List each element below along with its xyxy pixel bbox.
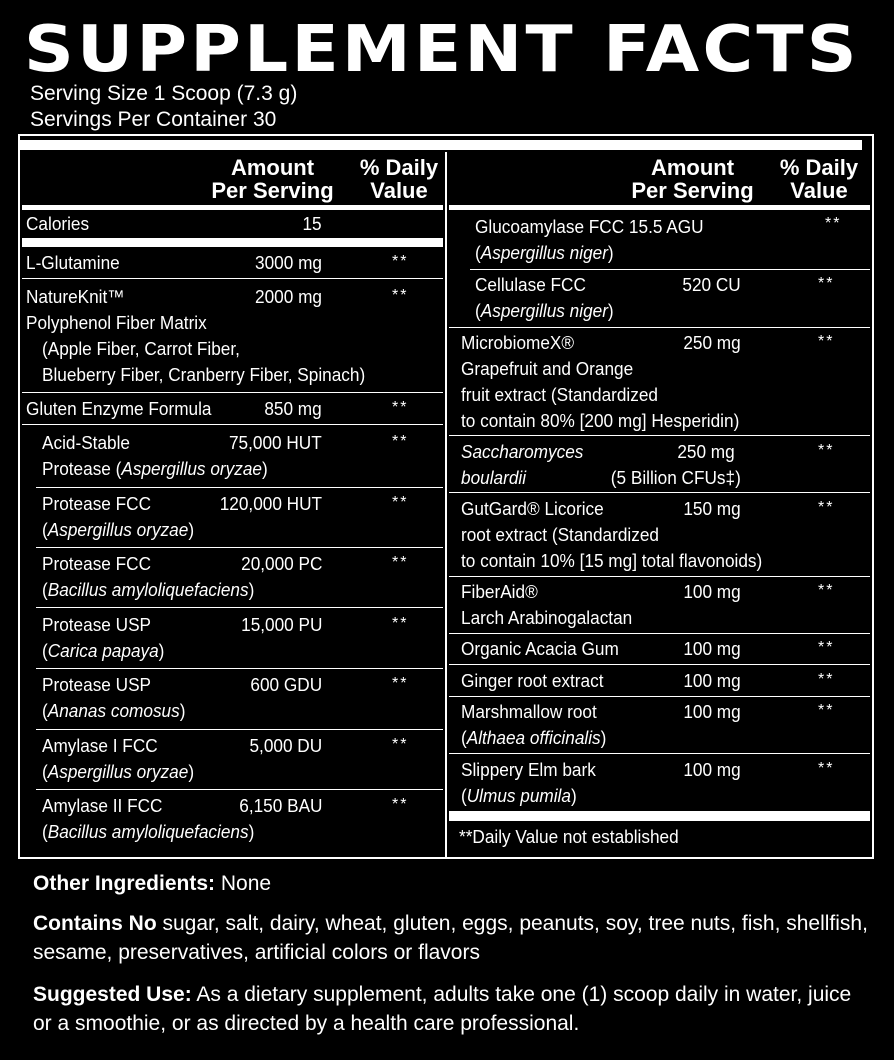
row-rule: [449, 576, 870, 577]
protease-usp2-dv: **: [392, 675, 409, 692]
marshmallow-species: (Althaea officinalis): [461, 727, 607, 748]
protease-fcc1-line1: Protease FCC: [42, 493, 152, 514]
calories-bar: [22, 238, 443, 247]
protease-fcc1-amount: 120,000 HUT: [219, 493, 322, 514]
calories-label: Calories: [26, 213, 90, 234]
acid-protease-dv: **: [392, 433, 409, 450]
amylase2-amount: 6,150 BAU: [238, 795, 322, 816]
row-rule: [36, 729, 443, 730]
saccharomyces-amount: 250 mg: [677, 441, 735, 462]
cellulase-amount: 520 CU: [682, 274, 741, 295]
row-rule: [36, 607, 443, 608]
natureknit-line1: NatureKnit™: [26, 286, 125, 307]
left-amount-header: Amount Per Serving: [211, 155, 334, 203]
glutamine-name: L-Glutamine: [26, 252, 120, 273]
servings-per-container: Servings Per Container 30: [30, 108, 277, 131]
microbiomex-line1: MicrobiomeX®: [461, 332, 575, 353]
natureknit-line3: (Apple Fiber, Carrot Fiber,: [42, 338, 240, 359]
row-rule: [449, 633, 870, 634]
natureknit-dv: **: [392, 287, 409, 304]
elm-dv: **: [818, 760, 835, 777]
left-dv-header: % Daily Value: [359, 155, 439, 203]
other-ingredients: Other Ingredients: None: [33, 872, 272, 895]
gutgard-dv: **: [818, 499, 835, 516]
row-rule: [22, 424, 443, 425]
right-dv-header: % Daily Value: [779, 155, 859, 203]
glutamine-amount: 3000 mg: [255, 252, 322, 273]
protease-fcc1-dv: **: [392, 494, 409, 511]
acid-protease-amount: 75,000 HUT: [229, 432, 322, 453]
ginger-dv: **: [818, 671, 835, 688]
row-rule: [470, 269, 870, 270]
gutgard-line2: root extract (Standardized: [461, 524, 659, 545]
row-rule: [36, 487, 443, 488]
label-title: SUPPLEMENT FACTS: [24, 13, 860, 87]
protease-usp2-line1: Protease USP: [42, 674, 152, 695]
serving-size: Serving Size 1 Scoop (7.3 g): [30, 82, 298, 105]
protease-fcc2-amount: 20,000 PC: [240, 553, 322, 574]
row-rule: [449, 753, 870, 754]
gutgard-amount: 150 mg: [683, 498, 741, 519]
row-rule: [22, 278, 443, 279]
protease-usp1-species: (Carica papaya): [42, 640, 165, 661]
fiberaid-dv: **: [818, 582, 835, 599]
acacia-amount: 100 mg: [683, 638, 741, 659]
amylase2-dv: **: [392, 796, 409, 813]
protease-usp1-line1: Protease USP: [42, 614, 152, 635]
cellulase-line1: Cellulase FCC: [475, 274, 586, 295]
cellulase-species: (Aspergillus niger): [475, 300, 614, 321]
elm-species: (Ulmus pumila): [461, 785, 577, 806]
amylase1-amount: 5,000 DU: [249, 735, 322, 756]
microbiomex-line2: Grapefruit and Orange: [461, 358, 634, 379]
right-amount-header: Amount Per Serving: [631, 155, 754, 203]
protease-fcc2-species: (Bacillus amyloliquefaciens): [42, 579, 255, 600]
saccharomyces-dv: **: [818, 442, 835, 459]
gutgard-line1: GutGard® Licorice: [461, 498, 604, 519]
gluten-name: Gluten Enzyme Formula: [26, 398, 212, 419]
microbiomex-dv: **: [818, 333, 835, 350]
gutgard-line3: to contain 10% [15 mg] total flavonoids): [461, 550, 763, 571]
glucoamylase-species: (Aspergillus niger): [475, 242, 614, 263]
protease-fcc2-line1: Protease FCC: [42, 553, 152, 574]
right-header-bar: [449, 205, 870, 210]
amylase1-species: (Aspergillus oryzae): [42, 761, 195, 782]
row-rule: [36, 668, 443, 669]
natureknit-line2: Polyphenol Fiber Matrix: [26, 312, 207, 333]
left-header-bar: [22, 205, 443, 210]
row-rule: [36, 547, 443, 548]
gluten-amount: 850 mg: [264, 398, 322, 419]
ginger-amount: 100 mg: [683, 670, 741, 691]
glucoamylase-dv: **: [825, 215, 842, 232]
row-rule: [449, 492, 870, 493]
amylase2-species: (Bacillus amyloliquefaciens): [42, 821, 255, 842]
acacia-dv: **: [818, 639, 835, 656]
footnote: **Daily Value not established: [459, 826, 679, 847]
elm-line1: Slippery Elm bark: [461, 759, 596, 780]
row-rule: [36, 789, 443, 790]
microbiomex-amount: 250 mg: [683, 332, 741, 353]
acacia-name: Organic Acacia Gum: [461, 638, 619, 659]
top-thick-bar: [18, 140, 862, 150]
acid-protease-line2: Protease (Aspergillus oryzae): [42, 458, 268, 479]
saccharomyces-line2: boulardii: [461, 467, 527, 488]
microbiomex-line3: fruit extract (Standardized: [461, 384, 659, 405]
natureknit-line4: Blueberry Fiber, Cranberry Fiber, Spinach): [42, 364, 366, 385]
column-divider: [445, 152, 447, 857]
row-rule: [449, 696, 870, 697]
elm-amount: 100 mg: [683, 759, 741, 780]
acid-protease-line1: Acid-Stable: [42, 432, 130, 453]
calories-amount: 15: [302, 213, 322, 234]
saccharomyces-cfu: (5 Billion CFUs‡): [610, 467, 741, 488]
ginger-name: Ginger root extract: [461, 670, 604, 691]
microbiomex-line4: to contain 80% [200 mg] Hesperidin): [461, 410, 740, 431]
protease-usp1-dv: **: [392, 615, 409, 632]
row-rule: [449, 327, 870, 328]
protease-usp2-amount: 600 GDU: [250, 674, 322, 695]
row-rule: [449, 664, 870, 665]
protease-usp2-species: (Ananas comosus): [42, 700, 186, 721]
row-rule: [22, 392, 443, 393]
marshmallow-amount: 100 mg: [683, 701, 741, 722]
footnote-bar: [449, 811, 870, 821]
row-rule: [449, 435, 870, 436]
contains-no: Contains No sugar, salt, dairy, wheat, gluten, eggs, peanuts, soy, tree nuts, fish, shellfish, sesame, preservatives, artificial colors or flavors: [33, 912, 868, 964]
natureknit-amount: 2000 mg: [255, 286, 322, 307]
protease-usp1-amount: 15,000 PU: [240, 614, 322, 635]
glutamine-dv: **: [392, 253, 409, 270]
amylase2-line1: Amylase II FCC: [42, 795, 163, 816]
protease-fcc2-dv: **: [392, 554, 409, 571]
saccharomyces-line1: Saccharomyces: [461, 441, 584, 462]
cellulase-dv: **: [818, 275, 835, 292]
glucoamylase-line1: Glucoamylase FCC 15.5 AGU: [475, 216, 704, 237]
protease-fcc1-species: (Aspergillus oryzae): [42, 519, 195, 540]
fiberaid-amount: 100 mg: [683, 581, 741, 602]
gluten-dv: **: [392, 399, 409, 416]
fiberaid-line1: FiberAid®: [461, 581, 538, 602]
marshmallow-dv: **: [818, 702, 835, 719]
fiberaid-line2: Larch Arabinogalactan: [461, 607, 633, 628]
amylase1-line1: Amylase I FCC: [42, 735, 158, 756]
marshmallow-line1: Marshmallow root: [461, 701, 597, 722]
amylase1-dv: **: [392, 736, 409, 753]
suggested-use: Suggested Use: As a dietary supplement, adults take one (1) scoop daily in water, juice or a smoothie, or as directed by a health care professional.: [33, 983, 852, 1035]
